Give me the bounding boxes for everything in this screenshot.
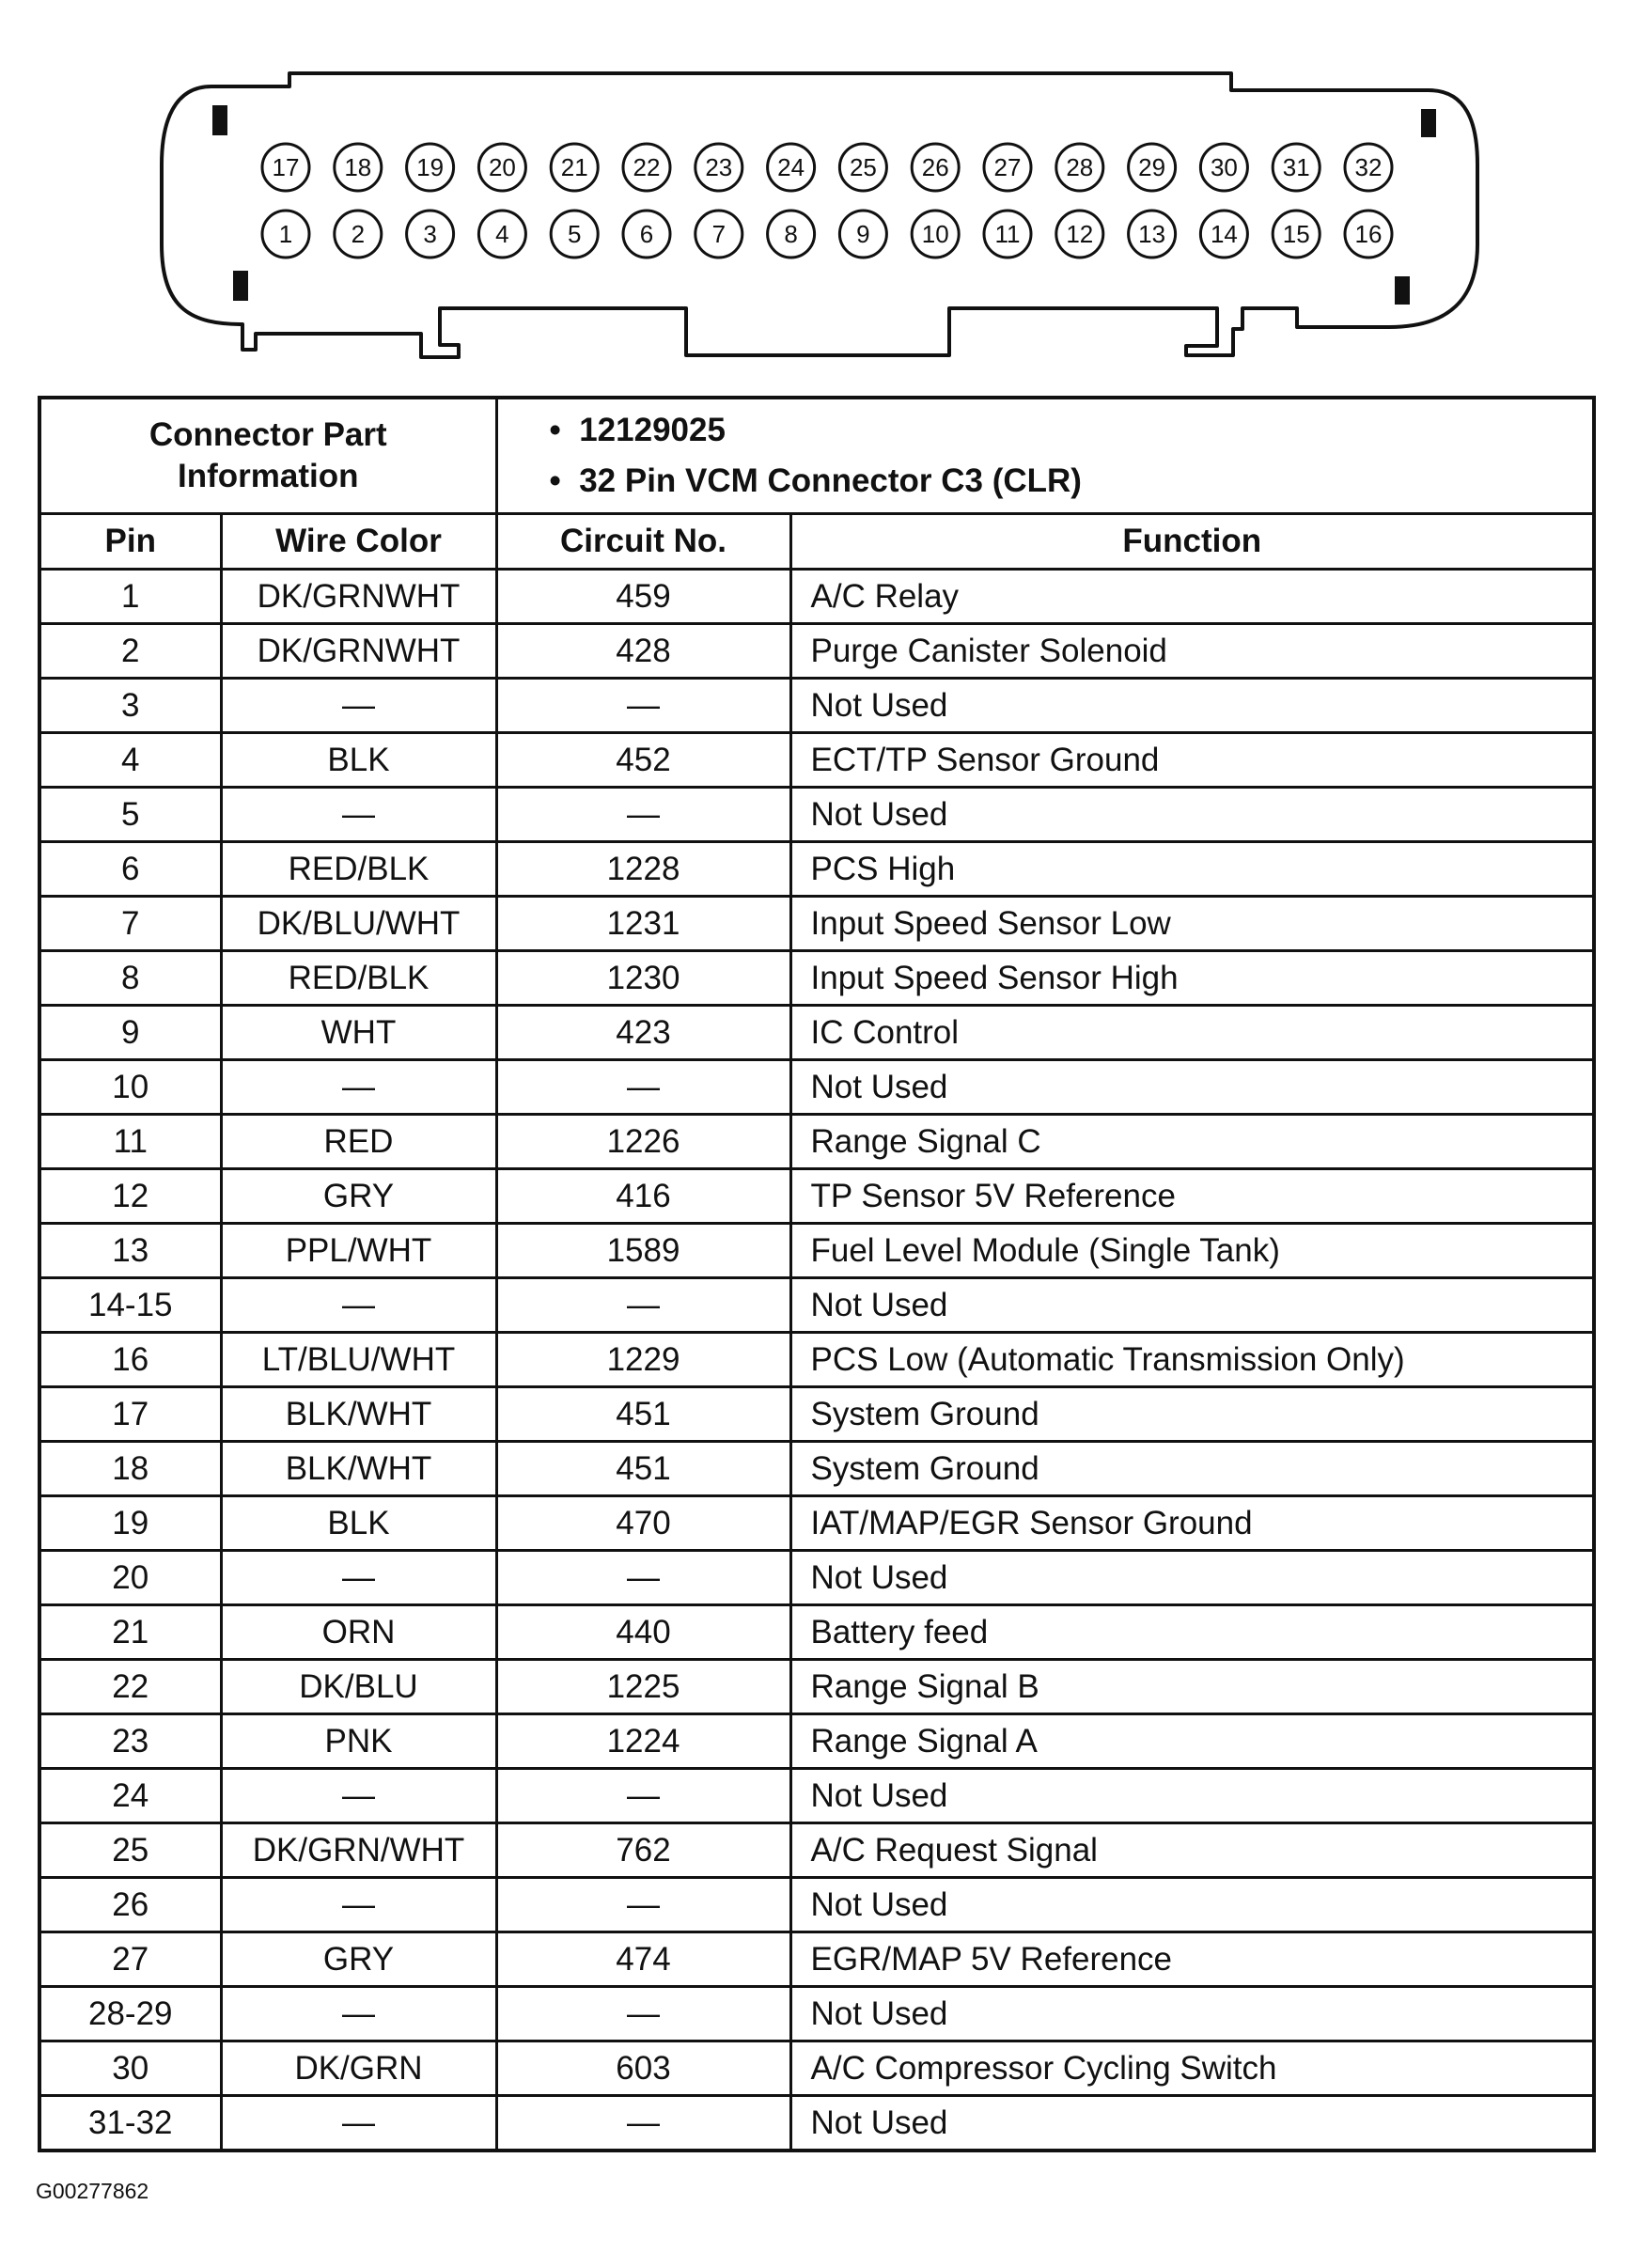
pin-12 xyxy=(1056,211,1103,258)
pin-number-label: 1 xyxy=(278,220,293,248)
circuit-number-cell: 470 xyxy=(496,1496,790,1551)
pin-cell: 16 xyxy=(39,1333,221,1387)
wire-color-cell: — xyxy=(221,679,496,733)
column-header-wire-color: Wire Color xyxy=(221,514,496,570)
pin-cell: 28-29 xyxy=(39,1987,221,2041)
connector-description: 32 Pin VCM Connector C3 (CLR) xyxy=(579,462,1082,499)
wire-color-cell: — xyxy=(221,1769,496,1823)
pin-cell: 23 xyxy=(39,1714,221,1769)
pinout-table-body xyxy=(39,570,1594,2151)
circuit-number-cell: 474 xyxy=(496,1932,790,1987)
table-row xyxy=(39,951,1594,1006)
pin-19 xyxy=(407,144,454,191)
circuit-number-cell: 423 xyxy=(496,1006,790,1060)
circuit-number-cell: — xyxy=(496,1060,790,1115)
pin-number-label: 18 xyxy=(344,153,372,181)
wire-color-cell: DK/GRN/WHT xyxy=(221,1823,496,1878)
table-row xyxy=(39,1333,1594,1387)
table-row xyxy=(39,1496,1594,1551)
part-info-label-line1: Connector Part xyxy=(148,416,387,453)
pin-10 xyxy=(912,211,959,258)
table-row xyxy=(39,733,1594,788)
circuit-number-cell: 1589 xyxy=(496,1224,790,1278)
pin-number-label: 5 xyxy=(567,220,582,248)
table-row xyxy=(39,1278,1594,1333)
wire-color-cell: — xyxy=(221,1278,496,1333)
table-row xyxy=(39,2096,1594,2151)
table-row xyxy=(39,1769,1594,1823)
circuit-number-cell: 459 xyxy=(496,570,790,624)
wire-color-cell: BLK/WHT xyxy=(221,1387,496,1442)
wire-color-cell: PPL/WHT xyxy=(221,1224,496,1278)
circuit-number-cell: 428 xyxy=(496,624,790,679)
pin-number-label: 12 xyxy=(1066,220,1094,248)
pin-number-label: 14 xyxy=(1210,220,1238,248)
function-cell: Not Used xyxy=(790,1769,1594,1823)
table-row xyxy=(39,1823,1594,1878)
function-cell: Range Signal A xyxy=(790,1714,1594,1769)
table-row xyxy=(39,1605,1594,1660)
function-cell: EGR/MAP 5V Reference xyxy=(790,1932,1594,1987)
pin-cell: 8 xyxy=(39,951,221,1006)
function-cell: IAT/MAP/EGR Sensor Ground xyxy=(790,1496,1594,1551)
part-info-values xyxy=(496,398,1594,514)
circuit-number-cell: 416 xyxy=(496,1169,790,1224)
circuit-number-cell: 1231 xyxy=(496,897,790,951)
function-cell: PCS High xyxy=(790,842,1594,897)
pin-cell: 25 xyxy=(39,1823,221,1878)
function-cell: System Ground xyxy=(790,1442,1594,1496)
wire-color-cell: DK/GRNWHT xyxy=(221,570,496,624)
pin-cell: 30 xyxy=(39,2041,221,2096)
table-row xyxy=(39,570,1594,624)
function-cell: A/C Compressor Cycling Switch xyxy=(790,2041,1594,2096)
pin-number-label: 24 xyxy=(777,153,805,181)
wire-color-cell: DK/BLU/WHT xyxy=(221,897,496,951)
circuit-number-cell: 451 xyxy=(496,1387,790,1442)
pin-number-label: 10 xyxy=(921,220,949,248)
pin-cell: 20 xyxy=(39,1551,221,1605)
function-cell: Not Used xyxy=(790,679,1594,733)
circuit-number-cell: 1230 xyxy=(496,951,790,1006)
wire-color-cell: ORN xyxy=(221,1605,496,1660)
pin-cell: 11 xyxy=(39,1115,221,1169)
function-cell: Range Signal B xyxy=(790,1660,1594,1714)
table-row xyxy=(39,1932,1594,1987)
pin-cell: 10 xyxy=(39,1060,221,1115)
circuit-number-cell: — xyxy=(496,1987,790,2041)
wire-color-cell: RED/BLK xyxy=(221,842,496,897)
pin-number-label: 11 xyxy=(994,220,1021,248)
table-row xyxy=(39,1169,1594,1224)
part-info-label-line2: Information xyxy=(178,458,359,494)
table-row xyxy=(39,1387,1594,1442)
connector-part-info-row xyxy=(39,398,1594,514)
pin-29 xyxy=(1129,144,1176,191)
pin-row-top xyxy=(262,144,1392,191)
part-number: 12129025 xyxy=(579,412,726,448)
pin-17 xyxy=(262,144,309,191)
wire-color-cell: RED/BLK xyxy=(221,951,496,1006)
function-cell: ECT/TP Sensor Ground xyxy=(790,733,1594,788)
circuit-number-cell: — xyxy=(496,1769,790,1823)
table-row xyxy=(39,1714,1594,1769)
circuit-number-cell: 451 xyxy=(496,1442,790,1496)
pin-18 xyxy=(335,144,382,191)
part-number-line: • 12129025 xyxy=(549,412,726,448)
pin-cell: 22 xyxy=(39,1660,221,1714)
pin-cell: 19 xyxy=(39,1496,221,1551)
function-cell: Input Speed Sensor Low xyxy=(790,897,1594,951)
pin-13 xyxy=(1129,211,1176,258)
pin-cell: 4 xyxy=(39,733,221,788)
circuit-number-cell: — xyxy=(496,2096,790,2151)
circuit-number-cell: 1228 xyxy=(496,842,790,897)
function-cell: Input Speed Sensor High xyxy=(790,951,1594,1006)
column-header-row xyxy=(39,514,1594,570)
pin-23 xyxy=(695,144,742,191)
table-row xyxy=(39,1006,1594,1060)
table-row xyxy=(39,1660,1594,1714)
table-row xyxy=(39,1878,1594,1932)
pin-cell: 21 xyxy=(39,1605,221,1660)
latch-tab-top-left xyxy=(212,105,227,135)
function-cell: System Ground xyxy=(790,1387,1594,1442)
pin-cell: 12 xyxy=(39,1169,221,1224)
pin-22 xyxy=(623,144,670,191)
wire-color-cell: — xyxy=(221,1551,496,1605)
pin-5 xyxy=(551,211,598,258)
table-row xyxy=(39,1442,1594,1496)
connector-face-diagram xyxy=(0,0,1625,376)
wire-color-cell: BLK xyxy=(221,733,496,788)
pin-number-label: 16 xyxy=(1354,220,1383,248)
function-cell: Not Used xyxy=(790,1551,1594,1605)
pin-cell: 17 xyxy=(39,1387,221,1442)
circuit-number-cell: — xyxy=(496,1551,790,1605)
pin-25 xyxy=(839,144,886,191)
pin-20 xyxy=(478,144,525,191)
pin-28 xyxy=(1056,144,1103,191)
wire-color-cell: BLK xyxy=(221,1496,496,1551)
pin-cell: 5 xyxy=(39,788,221,842)
table-row xyxy=(39,2041,1594,2096)
function-cell: PCS Low (Automatic Transmission Only) xyxy=(790,1333,1594,1387)
pin-32 xyxy=(1345,144,1392,191)
pin-cell: 3 xyxy=(39,679,221,733)
pin-8 xyxy=(768,211,815,258)
pin-cell: 1 xyxy=(39,570,221,624)
pin-26 xyxy=(912,144,959,191)
pin-number-label: 30 xyxy=(1210,153,1238,181)
pin-cell: 18 xyxy=(39,1442,221,1496)
table-row xyxy=(39,1987,1594,2041)
column-header-circuit-no: Circuit No. xyxy=(496,514,790,570)
wire-color-cell: WHT xyxy=(221,1006,496,1060)
column-header-function: Function xyxy=(790,514,1594,570)
pin-16 xyxy=(1345,211,1392,258)
circuit-number-cell: 1225 xyxy=(496,1660,790,1714)
function-cell: Not Used xyxy=(790,2096,1594,2151)
latch-tab-bottom-right xyxy=(1395,276,1410,305)
wire-color-cell: DK/BLU xyxy=(221,1660,496,1714)
pin-number-label: 7 xyxy=(711,220,727,248)
pin-number-label: 26 xyxy=(921,153,949,181)
circuit-number-cell: — xyxy=(496,788,790,842)
circuit-number-cell: 1229 xyxy=(496,1333,790,1387)
pin-number-label: 17 xyxy=(272,153,300,181)
circuit-number-cell: — xyxy=(496,1878,790,1932)
wire-color-cell: RED xyxy=(221,1115,496,1169)
pin-21 xyxy=(551,144,598,191)
circuit-number-cell: 1224 xyxy=(496,1714,790,1769)
circuit-number-cell: — xyxy=(496,1278,790,1333)
wire-color-cell: — xyxy=(221,1987,496,2041)
latch-tab-bottom-left xyxy=(233,271,248,301)
function-cell: A/C Request Signal xyxy=(790,1823,1594,1878)
function-cell: Not Used xyxy=(790,1278,1594,1333)
wire-color-cell: — xyxy=(221,1060,496,1115)
function-cell: Fuel Level Module (Single Tank) xyxy=(790,1224,1594,1278)
table-row xyxy=(39,1060,1594,1115)
pin-3 xyxy=(407,211,454,258)
pin-cell: 13 xyxy=(39,1224,221,1278)
function-cell: Purge Canister Solenoid xyxy=(790,624,1594,679)
part-info-label xyxy=(39,398,496,514)
circuit-number-cell: 762 xyxy=(496,1823,790,1878)
column-header-pin: Pin xyxy=(39,514,221,570)
pin-cell: 31-32 xyxy=(39,2096,221,2151)
pin-30 xyxy=(1200,144,1247,191)
function-cell: IC Control xyxy=(790,1006,1594,1060)
pin-number-label: 25 xyxy=(849,153,877,181)
pin-cell: 7 xyxy=(39,897,221,951)
pin-number-label: 15 xyxy=(1282,220,1310,248)
pin-11 xyxy=(984,211,1031,258)
wire-color-cell: GRY xyxy=(221,1169,496,1224)
pin-27 xyxy=(984,144,1031,191)
pin-number-label: 29 xyxy=(1138,153,1166,181)
table-row xyxy=(39,897,1594,951)
wire-color-cell: — xyxy=(221,2096,496,2151)
table-row xyxy=(39,842,1594,897)
pin-14 xyxy=(1200,211,1247,258)
pin-number-label: 23 xyxy=(705,153,733,181)
pin-9 xyxy=(839,211,886,258)
pin-number-label: 27 xyxy=(993,153,1022,181)
pin-6 xyxy=(623,211,670,258)
pin-cell: 9 xyxy=(39,1006,221,1060)
wire-color-cell: GRY xyxy=(221,1932,496,1987)
wire-color-cell: DK/GRN xyxy=(221,2041,496,2096)
wire-color-cell: LT/BLU/WHT xyxy=(221,1333,496,1387)
connector-description-line: • 32 Pin VCM Connector C3 (CLR) xyxy=(549,462,1082,499)
wire-color-cell: — xyxy=(221,1878,496,1932)
circuit-number-cell: 603 xyxy=(496,2041,790,2096)
pin-cell: 24 xyxy=(39,1769,221,1823)
pin-number-label: 21 xyxy=(560,153,588,181)
circuit-number-cell: 452 xyxy=(496,733,790,788)
function-cell: Not Used xyxy=(790,1878,1594,1932)
circuit-number-cell: — xyxy=(496,679,790,733)
function-cell: Not Used xyxy=(790,1987,1594,2041)
function-cell: A/C Relay xyxy=(790,570,1594,624)
table-row xyxy=(39,1551,1594,1605)
pin-15 xyxy=(1273,211,1320,258)
pin-number-label: 20 xyxy=(488,153,516,181)
pin-number-label: 32 xyxy=(1354,153,1383,181)
pin-7 xyxy=(695,211,742,258)
table-row xyxy=(39,679,1594,733)
function-cell: Not Used xyxy=(790,788,1594,842)
table-row xyxy=(39,1224,1594,1278)
pin-24 xyxy=(768,144,815,191)
wire-color-cell: PNK xyxy=(221,1714,496,1769)
table-row xyxy=(39,788,1594,842)
wire-color-cell: DK/GRNWHT xyxy=(221,624,496,679)
pin-number-label: 6 xyxy=(639,220,654,248)
pin-cell: 6 xyxy=(39,842,221,897)
pin-4 xyxy=(478,211,525,258)
function-cell: TP Sensor 5V Reference xyxy=(790,1169,1594,1224)
pin-number-label: 2 xyxy=(351,220,366,248)
pin-number-label: 4 xyxy=(495,220,509,248)
table-row xyxy=(39,624,1594,679)
pinout-table xyxy=(38,396,1596,2152)
pin-2 xyxy=(335,211,382,258)
pin-cell: 2 xyxy=(39,624,221,679)
pin-31 xyxy=(1273,144,1320,191)
pin-1 xyxy=(262,211,309,258)
circuit-number-cell: 440 xyxy=(496,1605,790,1660)
pin-number-label: 22 xyxy=(633,153,661,181)
pin-cell: 14-15 xyxy=(39,1278,221,1333)
function-cell: Battery feed xyxy=(790,1605,1594,1660)
pin-number-label: 19 xyxy=(416,153,445,181)
table-row xyxy=(39,1115,1594,1169)
pin-number-label: 31 xyxy=(1282,153,1310,181)
pin-number-label: 28 xyxy=(1066,153,1094,181)
pin-number-label: 13 xyxy=(1138,220,1166,248)
pin-number-label: 3 xyxy=(423,220,437,248)
pin-cell: 27 xyxy=(39,1932,221,1987)
pin-number-label: 8 xyxy=(784,220,798,248)
figure-id: G00277862 xyxy=(36,2179,149,2203)
pin-cell: 26 xyxy=(39,1878,221,1932)
wire-color-cell: BLK/WHT xyxy=(221,1442,496,1496)
function-cell: Not Used xyxy=(790,1060,1594,1115)
function-cell: Range Signal C xyxy=(790,1115,1594,1169)
pin-row-bottom xyxy=(262,211,1392,258)
wire-color-cell: — xyxy=(221,788,496,842)
pin-number-label: 9 xyxy=(856,220,870,248)
circuit-number-cell: 1226 xyxy=(496,1115,790,1169)
latch-tab-top-right xyxy=(1421,109,1436,137)
